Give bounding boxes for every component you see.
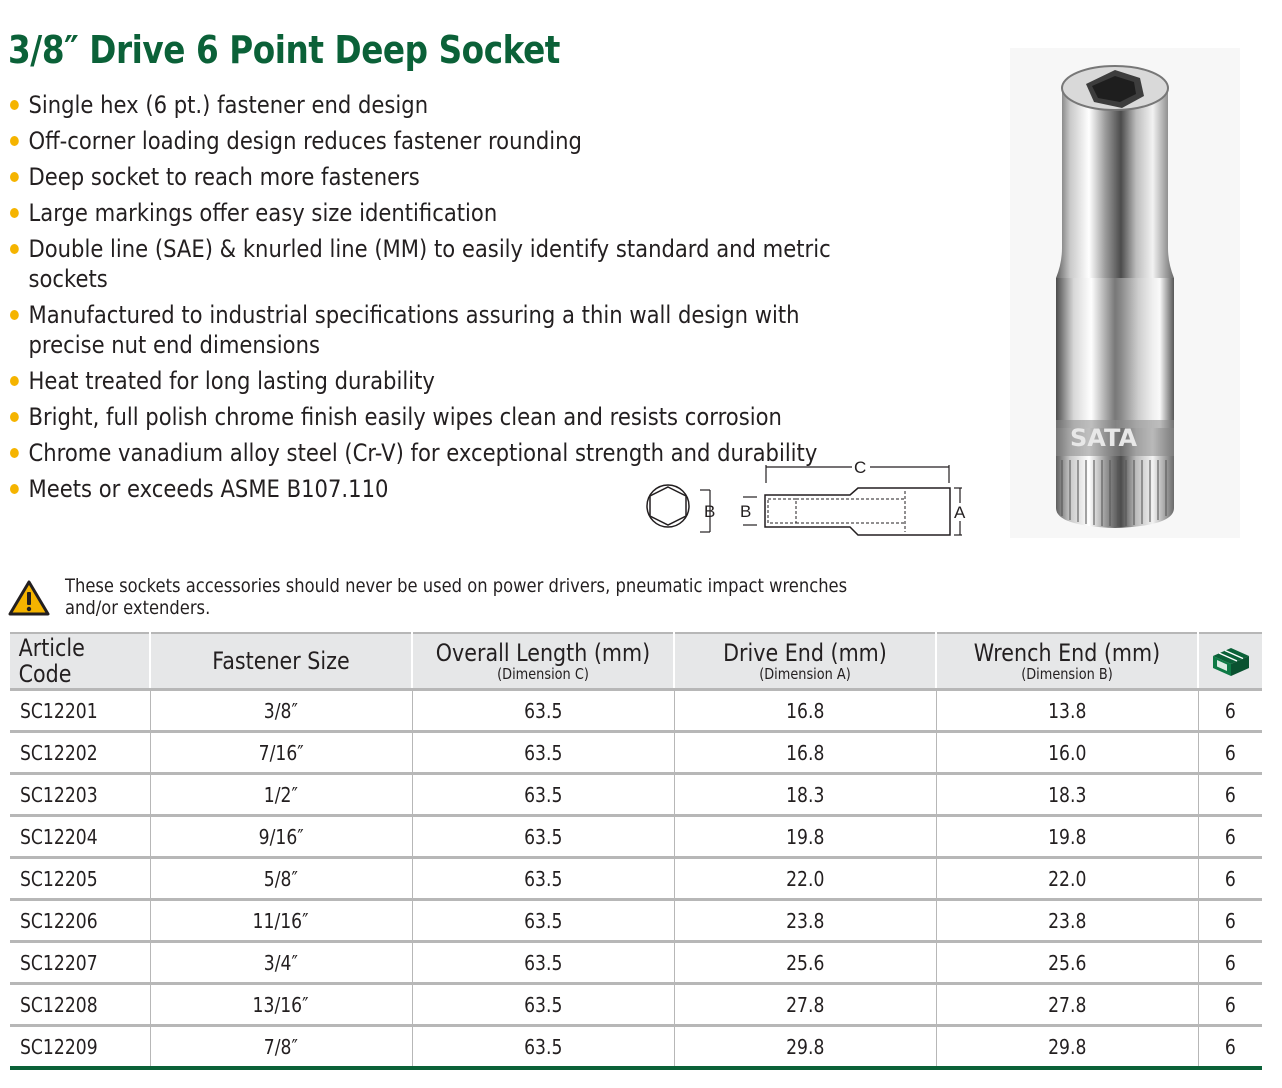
cell-overall-length: 63.5 (412, 984, 674, 1026)
spec-table (10, 632, 1262, 1070)
warning-text: These sockets accessories should never be used on power drivers, pneumatic impact wrenches and/or extenders. (65, 575, 848, 619)
cell-wrench-end: 13.8 (936, 690, 1198, 732)
hex-end-icon (650, 487, 686, 525)
cell-overall-length: 63.5 (412, 816, 674, 858)
product-photo-socket (1010, 48, 1240, 538)
cell-article-code: SC12207 (10, 942, 150, 984)
bullet-icon (10, 310, 19, 320)
page-title: 3/8″ Drive 6 Point Deep Socket (8, 28, 560, 72)
feature-list (10, 90, 910, 510)
feature-item: Deep socket to reach more fasteners (10, 162, 908, 192)
feature-item: Bright, full polish chrome finish easily wipes clean and resists corrosion (10, 402, 908, 432)
cell-fastener-size: 11/16″ (150, 900, 412, 942)
feature-item: Off-corner loading design reduces fastener rounding (10, 126, 908, 156)
table-row (10, 774, 1262, 816)
cell-overall-length: 63.5 (412, 774, 674, 816)
header-wrench-end: Wrench End (mm) (Dimension B) (936, 633, 1198, 690)
table-row (10, 942, 1262, 984)
cell-article-code: SC12208 (10, 984, 150, 1026)
table-row (10, 900, 1262, 942)
feature-item: Chrome vanadium alloy steel (Cr-V) for exceptional strength and durability (10, 438, 908, 468)
bullet-icon (10, 208, 19, 218)
cell-pack-qty: 6 (1198, 774, 1262, 816)
cell-drive-end: 27.8 (674, 984, 936, 1026)
cell-drive-end: 16.8 (674, 690, 936, 732)
cell-drive-end: 18.3 (674, 774, 936, 816)
cell-overall-length: 63.5 (412, 1026, 674, 1069)
bullet-icon (10, 172, 19, 182)
bullet-icon (10, 448, 19, 458)
cell-overall-length: 63.5 (412, 858, 674, 900)
cell-drive-end: 29.8 (674, 1026, 936, 1069)
bullet-icon (10, 136, 19, 146)
dimension-diagram (640, 455, 980, 540)
cell-overall-length: 63.5 (412, 732, 674, 774)
cell-drive-end: 23.8 (674, 900, 936, 942)
header-drive-end: Drive End (mm) (Dimension A) (674, 633, 936, 690)
dimension-label-a: A (954, 503, 966, 522)
cell-pack-qty: 6 (1198, 942, 1262, 984)
header-fastener-size: Fastener Size (150, 633, 412, 690)
cell-pack-qty: 6 (1198, 816, 1262, 858)
warning-triangle-icon (8, 579, 50, 617)
table-header-row (10, 633, 1262, 690)
cell-overall-length: 63.5 (412, 900, 674, 942)
header-pack-qty (1198, 633, 1262, 690)
cell-fastener-size: 7/8″ (150, 1026, 412, 1069)
feature-item: Large markings offer easy size identification (10, 198, 908, 228)
header-article-code: Article Code (10, 633, 150, 690)
bullet-icon (10, 412, 19, 422)
cell-wrench-end: 16.0 (936, 732, 1198, 774)
cell-fastener-size: 3/4″ (150, 942, 412, 984)
cell-article-code: SC12205 (10, 858, 150, 900)
dimension-label-c: C (854, 458, 867, 477)
feature-item: Heat treated for long lasting durability (10, 366, 908, 396)
feature-item: Manufactured to industrial specifications assuring a thin wall design with precise nut end dimensions (10, 300, 891, 360)
cell-article-code: SC12204 (10, 816, 150, 858)
cell-drive-end: 19.8 (674, 816, 936, 858)
cell-drive-end: 25.6 (674, 942, 936, 984)
feature-item: Single hex (6 pt.) fastener end design (10, 90, 908, 120)
cell-pack-qty: 6 (1198, 900, 1262, 942)
table-row (10, 984, 1262, 1026)
cell-fastener-size: 1/2″ (150, 774, 412, 816)
cell-wrench-end: 25.6 (936, 942, 1198, 984)
cell-drive-end: 22.0 (674, 858, 936, 900)
cell-wrench-end: 18.3 (936, 774, 1198, 816)
dimension-label-b-side: B (740, 502, 752, 521)
cell-pack-qty: 6 (1198, 858, 1262, 900)
cell-wrench-end: 27.8 (936, 984, 1198, 1026)
cell-fastener-size: 13/16″ (150, 984, 412, 1026)
cell-overall-length: 63.5 (412, 942, 674, 984)
cell-fastener-size: 5/8″ (150, 858, 412, 900)
cell-article-code: SC12206 (10, 900, 150, 942)
table-row (10, 858, 1262, 900)
feature-item: Meets or exceeds ASME B107.110 (10, 474, 908, 504)
table-row (10, 732, 1262, 774)
cell-article-code: SC12209 (10, 1026, 150, 1069)
cell-article-code: SC12201 (10, 690, 150, 732)
cell-pack-qty: 6 (1198, 1026, 1262, 1069)
box-quantity-icon (1209, 644, 1253, 678)
bullet-icon (10, 484, 19, 494)
cell-pack-qty: 6 (1198, 732, 1262, 774)
feature-item: Double line (SAE) & knurled line (MM) to easily identify standard and metric sockets (10, 234, 908, 294)
cell-pack-qty: 6 (1198, 690, 1262, 732)
cell-wrench-end: 19.8 (936, 816, 1198, 858)
bullet-icon (10, 100, 19, 110)
cell-drive-end: 16.8 (674, 732, 936, 774)
cell-overall-length: 63.5 (412, 690, 674, 732)
table-row (10, 1026, 1262, 1069)
cell-article-code: SC12203 (10, 774, 150, 816)
cell-fastener-size: 3/8″ (150, 690, 412, 732)
bullet-icon (10, 376, 19, 386)
table-row (10, 690, 1262, 732)
cell-wrench-end: 22.0 (936, 858, 1198, 900)
cell-article-code: SC12202 (10, 732, 150, 774)
bullet-icon (10, 244, 19, 254)
cell-wrench-end: 23.8 (936, 900, 1198, 942)
cell-fastener-size: 9/16″ (150, 816, 412, 858)
dimension-label-b-hex: B (704, 502, 716, 521)
cell-fastener-size: 7/16″ (150, 732, 412, 774)
svg-text:SATA: SATA (1070, 424, 1138, 452)
warning-notice (8, 575, 928, 625)
header-overall-length: Overall Length (mm) (Dimension C) (412, 633, 674, 690)
cell-pack-qty: 6 (1198, 984, 1262, 1026)
table-row (10, 816, 1262, 858)
cell-wrench-end: 29.8 (936, 1026, 1198, 1069)
